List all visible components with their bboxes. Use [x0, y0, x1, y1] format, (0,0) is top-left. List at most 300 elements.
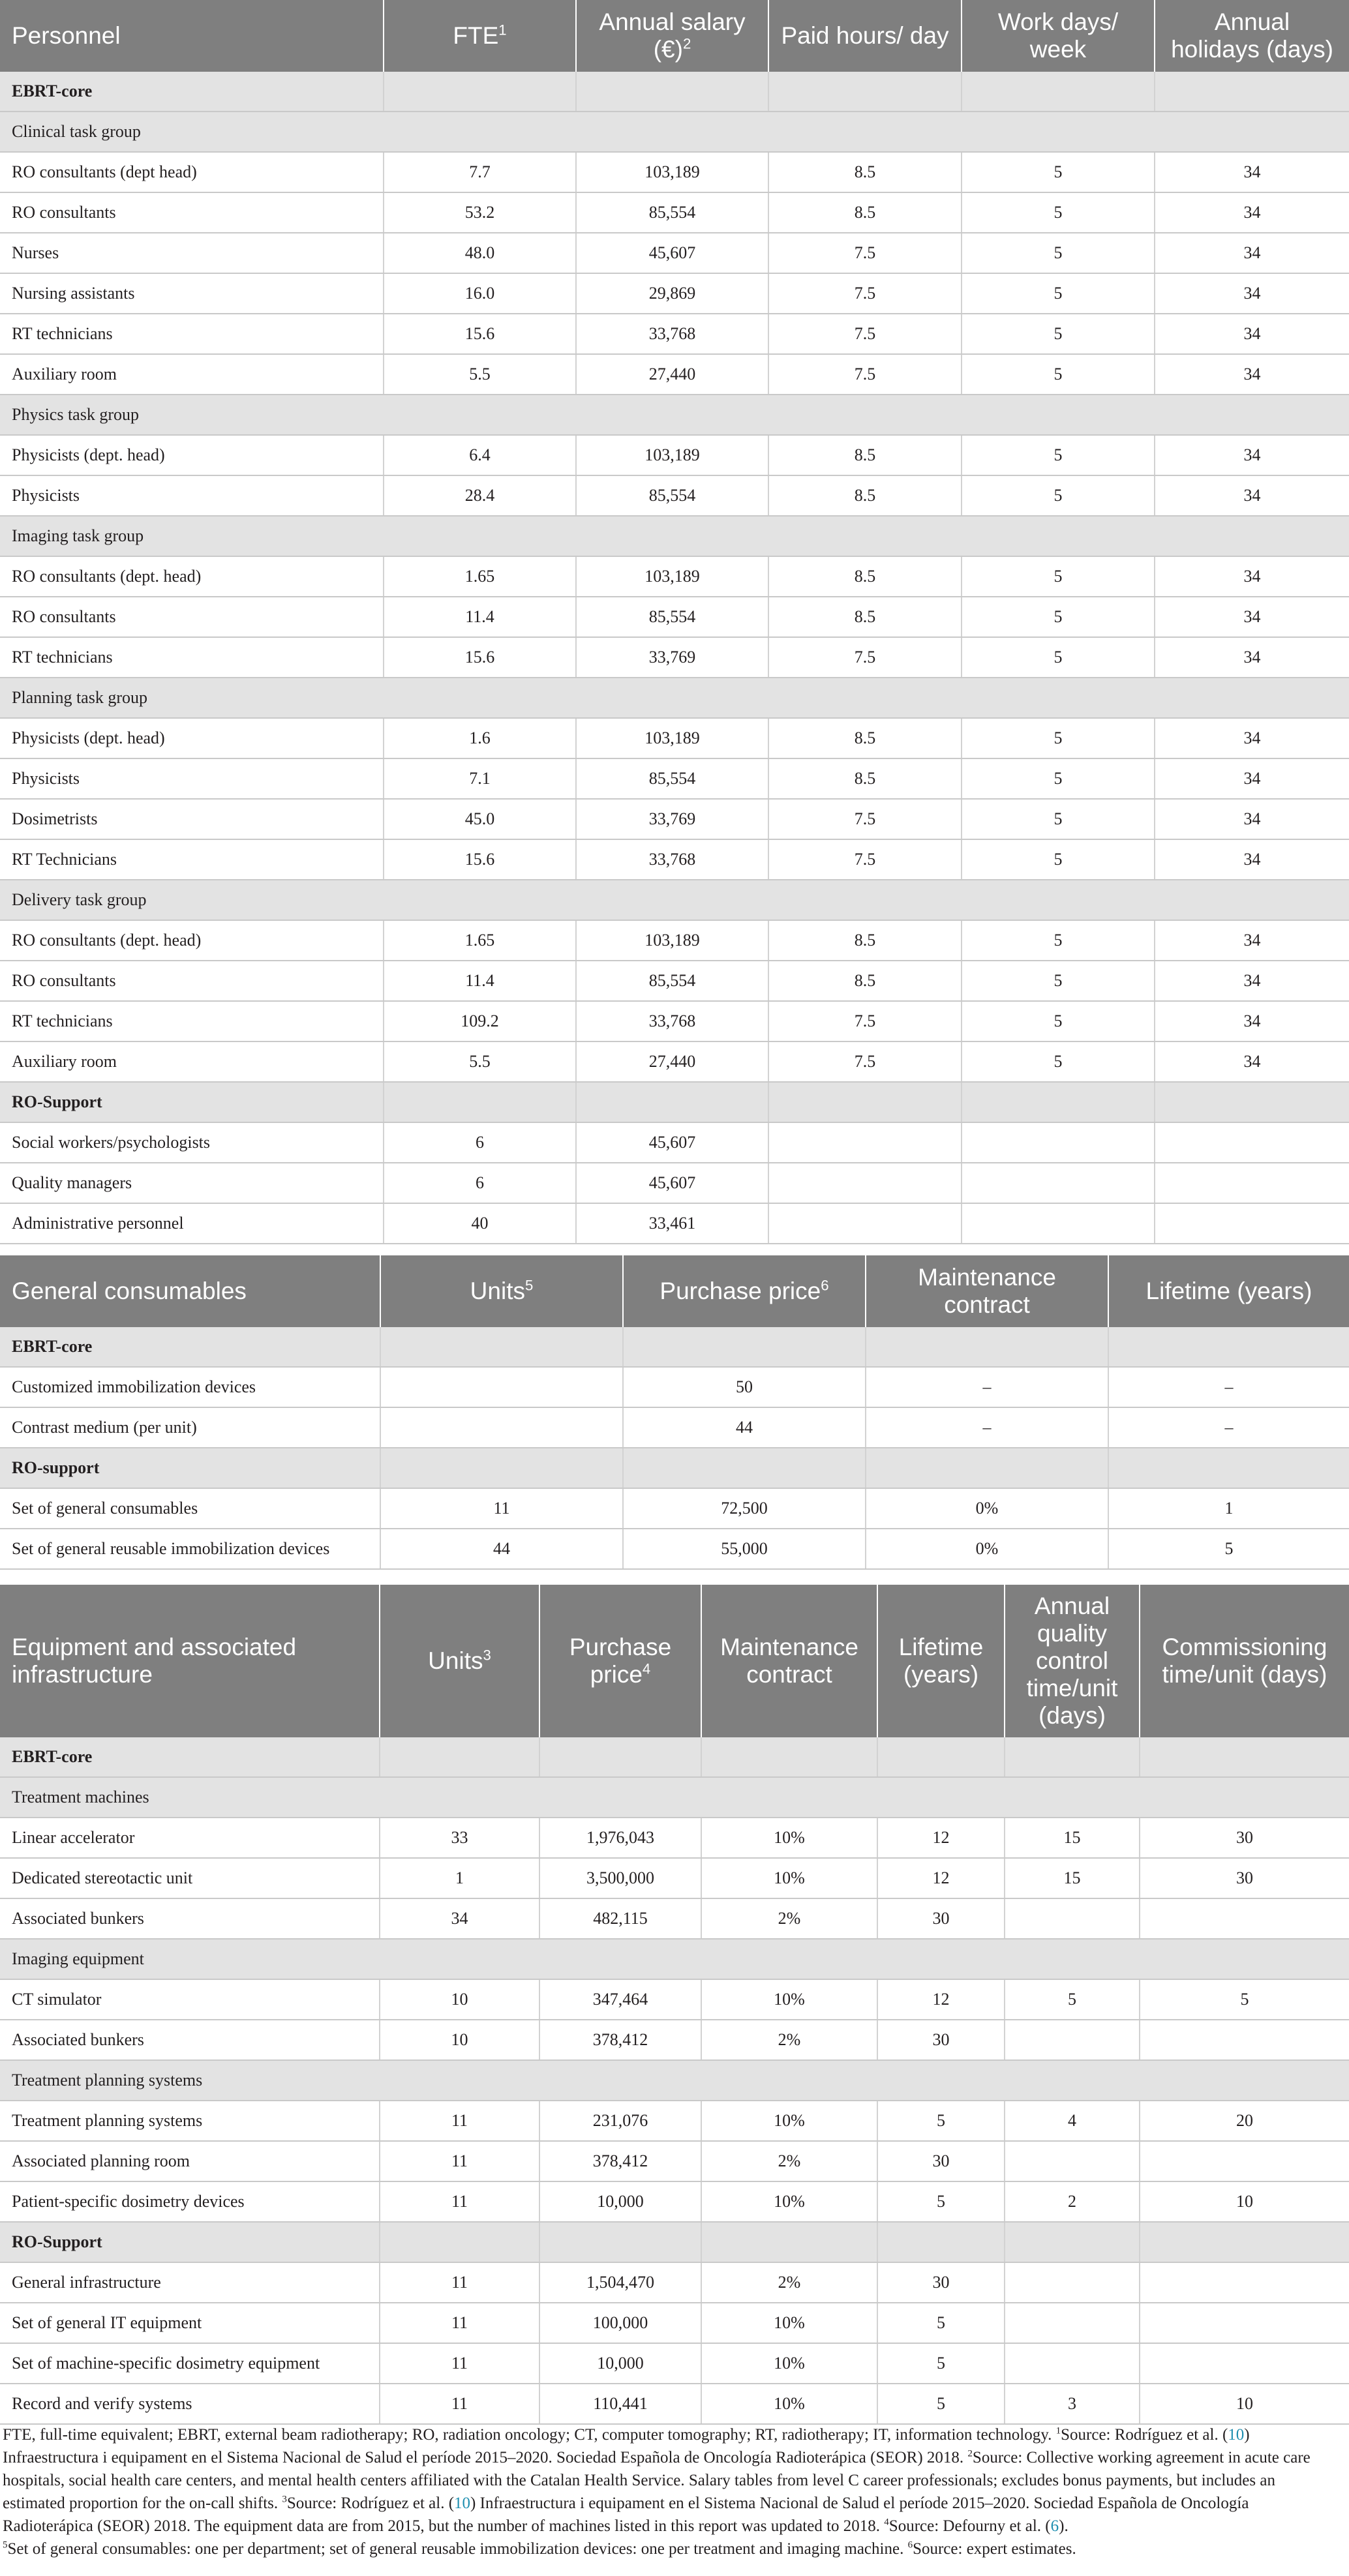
table-cell: 5	[962, 920, 1155, 961]
table-cell: 11	[380, 2101, 539, 2141]
table-footnotes	[0, 2423, 1340, 2560]
empty-cell	[1005, 2222, 1140, 2262]
row-label: Physicists	[0, 475, 384, 516]
table-row	[0, 2262, 1349, 2303]
table-cell: 100,000	[539, 2303, 701, 2343]
group-label: Treatment planning systems	[0, 2060, 1349, 2101]
empty-cell	[623, 1327, 866, 1367]
empty-cell	[384, 72, 576, 112]
section-label: RO-Support	[0, 1082, 384, 1122]
table-cell: 34	[1155, 920, 1349, 961]
table-cell: 10%	[701, 1858, 877, 1898]
header-row	[0, 1585, 1349, 1737]
row-label: Physicists	[0, 758, 384, 799]
row-label: Associated bunkers	[0, 1898, 380, 1939]
table-cell: 85,554	[576, 961, 768, 1001]
empty-cell	[384, 1082, 576, 1122]
table-cell: 110,441	[539, 2384, 701, 2424]
row-label: Nurses	[0, 233, 384, 273]
table-cell: 33,768	[576, 1001, 768, 1041]
table-cell: 5	[962, 961, 1155, 1001]
column-header: General consumables	[0, 1255, 380, 1327]
table-cell: 34	[1155, 233, 1349, 273]
row-label: Dosimetrists	[0, 799, 384, 839]
table-cell: –	[1108, 1367, 1349, 1407]
table-row	[0, 597, 1349, 637]
column-header: Lifetime (years)	[1108, 1255, 1349, 1327]
table-row	[0, 152, 1349, 192]
group-label: Imaging task group	[0, 516, 1349, 556]
group-label: Clinical task group	[0, 112, 1349, 152]
table-cell: 5	[962, 314, 1155, 354]
section-header-row	[0, 1082, 1349, 1122]
empty-cell	[623, 1448, 866, 1488]
row-label: Quality managers	[0, 1163, 384, 1203]
table-cell: 1.65	[384, 556, 576, 597]
table-cell: 53.2	[384, 192, 576, 233]
table-row	[0, 1001, 1349, 1041]
table-cell: 5	[1140, 1979, 1349, 2020]
table-cell	[962, 1163, 1155, 1203]
table-cell: 34	[1155, 556, 1349, 597]
table-cell: 5	[1108, 1529, 1349, 1569]
table-cell: 2%	[701, 1898, 877, 1939]
table-cell: 40	[384, 1203, 576, 1244]
table-cell: 85,554	[576, 192, 768, 233]
row-label: Contrast medium (per unit)	[0, 1407, 380, 1448]
table-cell: 2%	[701, 2020, 877, 2060]
table-cell: 34	[1155, 354, 1349, 395]
table-cell: 8.5	[768, 718, 962, 758]
table-cell	[1155, 1163, 1349, 1203]
group-header-row	[0, 1939, 1349, 1979]
row-label: RO consultants (dept head)	[0, 152, 384, 192]
table-cell: 10	[380, 1979, 539, 2020]
row-label: Set of machine-specific dosimetry equipment	[0, 2343, 380, 2384]
table-cell: 5	[962, 839, 1155, 880]
table-row	[0, 1203, 1349, 1244]
table-row	[0, 354, 1349, 395]
table-row	[0, 1488, 1349, 1529]
empty-cell	[1155, 72, 1349, 112]
table-row	[0, 1041, 1349, 1082]
table-cell: 85,554	[576, 475, 768, 516]
empty-cell	[576, 1082, 768, 1122]
empty-cell	[866, 1327, 1108, 1367]
table-cell	[1005, 2262, 1140, 2303]
column-header: Commissioning time/unit (days)	[1140, 1585, 1349, 1737]
group-header-row	[0, 880, 1349, 920]
section-header-row	[0, 1327, 1349, 1367]
table-cell: 7.5	[768, 1041, 962, 1082]
row-label: RT Technicians	[0, 839, 384, 880]
table-cell	[1155, 1122, 1349, 1163]
row-label: Patient-specific dosimetry devices	[0, 2181, 380, 2222]
group-header-row	[0, 678, 1349, 718]
group-header-row	[0, 516, 1349, 556]
column-header: Purchase price$^6$	[623, 1255, 866, 1327]
table-cell: 10	[1140, 2181, 1349, 2222]
table-row	[0, 192, 1349, 233]
empty-cell	[877, 1737, 1005, 1777]
table-cell: 8.5	[768, 556, 962, 597]
table-cell: 7.1	[384, 758, 576, 799]
table-cell	[380, 1407, 623, 1448]
table-cell: 11	[380, 2141, 539, 2181]
table-cell: 2%	[701, 2141, 877, 2181]
table-cell: 11	[380, 2384, 539, 2424]
table-cell: 11.4	[384, 961, 576, 1001]
table-cell: 85,554	[576, 597, 768, 637]
table-row	[0, 1858, 1349, 1898]
group-header-row	[0, 395, 1349, 435]
table-cell: 85,554	[576, 758, 768, 799]
footnote-line-1: FTE, full-time equivalent; EBRT, external beam radiotherapy; RO, radiation oncology; CT, computer tomography; RT, radiotherapy; IT, information technology. $^1$Source: Rodríguez et al. (10) Infraestructura i equipament en el Sistema Nacional de Salud el període 2015–2020. Sociedad Española de Oncología Radioterápica (SEOR) 2018. $^2$Source: Collective working agreement in acute care hospitals, social health care centers, and mental health centers affiliated with the Catalan Health Service. Salary tables from level C career professionals; excludes bonus payments, but includes an estimated proportion for the on-call shifts. $^3$Source: Rodríguez et al. (10) Infraestructura i equipament en el Sistema Nacional de Salud el període 2015–2020. Sociedad Española de Oncología Radioterápica (SEOR) 2018. The equipment data are from 2015, but the number of machines listed in this report was updated to 2018. $^4$Source: Defourny et al. (6).	[3, 2425, 1311, 2535]
table-cell: 1	[1108, 1488, 1349, 1529]
column-header: Purchase price$^4$	[539, 1585, 701, 1737]
table-cell: 34	[1155, 961, 1349, 1001]
empty-cell	[768, 1082, 962, 1122]
equipment-table-body	[0, 1737, 1349, 2424]
table-cell: 378,412	[539, 2020, 701, 2060]
table-cell: 33	[380, 1818, 539, 1858]
table-cell	[768, 1122, 962, 1163]
table-cell	[1005, 2303, 1140, 2343]
table-row	[0, 2303, 1349, 2343]
table-cell: –	[866, 1367, 1108, 1407]
row-label: Auxiliary room	[0, 1041, 384, 1082]
empty-cell	[380, 1327, 623, 1367]
reference-link[interactable]: 10	[1228, 2426, 1245, 2444]
table-cell: 30	[1140, 1818, 1349, 1858]
row-label: CT simulator	[0, 1979, 380, 2020]
empty-cell	[380, 2222, 539, 2262]
table-cell: 16.0	[384, 273, 576, 314]
table-cell: 5	[962, 637, 1155, 678]
table-cell: 5	[962, 1041, 1155, 1082]
section-label: EBRT-core	[0, 72, 384, 112]
consumables-table	[0, 1255, 1349, 1570]
table-cell	[962, 1122, 1155, 1163]
table-cell: 30	[877, 2141, 1005, 2181]
row-label: Physicists (dept. head)	[0, 718, 384, 758]
table-row	[0, 435, 1349, 475]
table-cell: 3,500,000	[539, 1858, 701, 1898]
table-cell	[1005, 1898, 1140, 1939]
row-label: Set of general consumables	[0, 1488, 380, 1529]
column-header: Maintenance contract	[866, 1255, 1108, 1327]
section-label: RO-support	[0, 1448, 380, 1488]
table-cell: 34	[1155, 192, 1349, 233]
empty-cell	[539, 1737, 701, 1777]
table-cell: 10%	[701, 2384, 877, 2424]
empty-cell	[962, 72, 1155, 112]
table-cell: 33,769	[576, 637, 768, 678]
table-cell: 1,504,470	[539, 2262, 701, 2303]
empty-cell	[701, 2222, 877, 2262]
table-cell: 5	[877, 2101, 1005, 2141]
table-cell: 103,189	[576, 718, 768, 758]
table-cell: 45,607	[576, 1122, 768, 1163]
table-cell: 347,464	[539, 1979, 701, 2020]
section-label: RO-Support	[0, 2222, 380, 2262]
table-cell: 72,500	[623, 1488, 866, 1529]
table-row	[0, 1367, 1349, 1407]
table-cell: 44	[380, 1529, 623, 1569]
table-cell: 34	[1155, 152, 1349, 192]
table-cell: 45,607	[576, 233, 768, 273]
table-cell: 5	[877, 2343, 1005, 2384]
column-header: Lifetime (years)	[877, 1585, 1005, 1737]
table-cell: 12	[877, 1979, 1005, 2020]
personnel-table-header	[0, 0, 1349, 72]
table-cell	[1140, 1898, 1349, 1939]
row-label: Physicists (dept. head)	[0, 435, 384, 475]
group-header-row	[0, 1777, 1349, 1818]
table-cell: 12	[877, 1818, 1005, 1858]
table-cell: 44	[623, 1407, 866, 1448]
table-cell: 5.5	[384, 354, 576, 395]
row-label: Treatment planning systems	[0, 2101, 380, 2141]
table-cell	[1005, 2141, 1140, 2181]
table-cell: 34	[1155, 1001, 1349, 1041]
table-cell: 30	[877, 2262, 1005, 2303]
table-cell: 7.5	[768, 1001, 962, 1041]
column-header: Units$^5$	[380, 1255, 623, 1327]
table-cell: 6	[384, 1122, 576, 1163]
consumables-table-header	[0, 1255, 1349, 1327]
table-cell: 1,976,043	[539, 1818, 701, 1858]
section-header-row	[0, 1737, 1349, 1777]
row-label: RO consultants (dept. head)	[0, 556, 384, 597]
table-cell	[1140, 2020, 1349, 2060]
empty-cell	[866, 1448, 1108, 1488]
table-cell: 378,412	[539, 2141, 701, 2181]
table-cell	[768, 1203, 962, 1244]
table-cell: 7.7	[384, 152, 576, 192]
table-cell: 34	[1155, 475, 1349, 516]
table-row	[0, 1529, 1349, 1569]
section-header-row	[0, 1448, 1349, 1488]
table-cell: 10%	[701, 1818, 877, 1858]
table-cell: 5	[962, 799, 1155, 839]
footnote-line-2: $^5$Set of general consumables: one per department; set of general reusable immobilization devices: one per treatment and imaging machine. $^6$Source: expert estimates.	[3, 2539, 1076, 2558]
table-cell: 103,189	[576, 435, 768, 475]
table-cell: 45,607	[576, 1163, 768, 1203]
table-cell: 11	[380, 1488, 623, 1529]
table-cell: 5	[962, 152, 1155, 192]
row-label: RO consultants	[0, 597, 384, 637]
table-cell: 34	[1155, 597, 1349, 637]
equipment-table	[0, 1585, 1349, 2425]
table-cell: 6	[384, 1163, 576, 1203]
table-cell	[1140, 2343, 1349, 2384]
table-cell: 0%	[866, 1529, 1108, 1569]
table-cell: 7.5	[768, 314, 962, 354]
empty-cell	[1108, 1448, 1349, 1488]
table-row	[0, 2384, 1349, 2424]
table-cell: 8.5	[768, 475, 962, 516]
table-cell: 10	[1140, 2384, 1349, 2424]
table-cell	[380, 1367, 623, 1407]
empty-cell	[1108, 1327, 1349, 1367]
table-row	[0, 2020, 1349, 2060]
empty-cell	[701, 1737, 877, 1777]
empty-cell	[380, 1737, 539, 1777]
table-cell: 482,115	[539, 1898, 701, 1939]
empty-cell	[576, 72, 768, 112]
reference-link[interactable]: 6	[1050, 2517, 1059, 2535]
table-cell: 15	[1005, 1818, 1140, 1858]
table-cell: 15.6	[384, 314, 576, 354]
table-cell: 11	[380, 2181, 539, 2222]
table-cell: 5	[962, 758, 1155, 799]
personnel-table-body	[0, 72, 1349, 1244]
table-cell	[1140, 2262, 1349, 2303]
table-cell: 7.5	[768, 799, 962, 839]
column-header: Annual salary (€)$^2$	[576, 0, 768, 72]
table-cell: 5	[962, 556, 1155, 597]
table-cell: 7.5	[768, 273, 962, 314]
table-cell: 10,000	[539, 2343, 701, 2384]
group-label: Planning task group	[0, 678, 1349, 718]
table-row	[0, 475, 1349, 516]
group-header-row	[0, 112, 1349, 152]
row-label: Record and verify systems	[0, 2384, 380, 2424]
table-cell: 12	[877, 1858, 1005, 1898]
table-cell: 7.5	[768, 839, 962, 880]
table-cell: 33,769	[576, 799, 768, 839]
table-cell: 29,869	[576, 273, 768, 314]
row-label: Customized immobilization devices	[0, 1367, 380, 1407]
table-row	[0, 758, 1349, 799]
empty-cell	[1140, 2222, 1349, 2262]
row-label: RT technicians	[0, 314, 384, 354]
header-row	[0, 1255, 1349, 1327]
group-label: Delivery task group	[0, 880, 1349, 920]
table-row	[0, 2141, 1349, 2181]
table-cell: 48.0	[384, 233, 576, 273]
table-cell: 103,189	[576, 152, 768, 192]
table-row	[0, 2101, 1349, 2141]
table-row	[0, 718, 1349, 758]
table-cell: 10%	[701, 2303, 877, 2343]
table-cell: 34	[1155, 637, 1349, 678]
table-cell	[1155, 1203, 1349, 1244]
column-header: Units$^3$	[380, 1585, 539, 1737]
table-cell: 1.65	[384, 920, 576, 961]
table-cell: 34	[1155, 435, 1349, 475]
table-cell: 3	[1005, 2384, 1140, 2424]
table-cell: 7.5	[768, 637, 962, 678]
row-label: Administrative personnel	[0, 1203, 384, 1244]
section-header-row	[0, 72, 1349, 112]
empty-cell	[1140, 1737, 1349, 1777]
column-header: Maintenance contract	[701, 1585, 877, 1737]
group-label: Physics task group	[0, 395, 1349, 435]
empty-cell	[1005, 1737, 1140, 1777]
row-label: Set of general IT equipment	[0, 2303, 380, 2343]
table-cell: 109.2	[384, 1001, 576, 1041]
table-cell: 10,000	[539, 2181, 701, 2222]
row-label: Linear accelerator	[0, 1818, 380, 1858]
table-cell: 1	[380, 1858, 539, 1898]
row-label: Auxiliary room	[0, 354, 384, 395]
section-label: EBRT-core	[0, 1327, 380, 1367]
table-cell	[962, 1203, 1155, 1244]
table-row	[0, 2343, 1349, 2384]
table-cell: 27,440	[576, 354, 768, 395]
column-header: Work days/ week	[962, 0, 1155, 72]
row-label: Associated planning room	[0, 2141, 380, 2181]
table-cell: 15.6	[384, 839, 576, 880]
table-cell: 8.5	[768, 961, 962, 1001]
group-header-row	[0, 2060, 1349, 2101]
row-label: RO consultants	[0, 961, 384, 1001]
table-cell: 8.5	[768, 758, 962, 799]
reference-link[interactable]: 10	[454, 2494, 471, 2512]
table-cell: 103,189	[576, 920, 768, 961]
table-cell: 34	[1155, 718, 1349, 758]
table-cell: 34	[1155, 1041, 1349, 1082]
table-cell: –	[1108, 1407, 1349, 1448]
row-label: RO consultants (dept. head)	[0, 920, 384, 961]
group-label: Treatment machines	[0, 1777, 1349, 1818]
table-cell: 55,000	[623, 1529, 866, 1569]
column-header: Equipment and associated infrastructure	[0, 1585, 380, 1737]
table-row	[0, 1407, 1349, 1448]
personnel-table	[0, 0, 1349, 1244]
table-cell: 28.4	[384, 475, 576, 516]
group-label: Imaging equipment	[0, 1939, 1349, 1979]
table-cell: 2	[1005, 2181, 1140, 2222]
table-cell: 11	[380, 2343, 539, 2384]
table-row	[0, 1163, 1349, 1203]
row-label: Set of general reusable immobilization devices	[0, 1529, 380, 1569]
empty-cell	[962, 1082, 1155, 1122]
consumables-table-body	[0, 1327, 1349, 1569]
table-cell: 20	[1140, 2101, 1349, 2141]
table-cell: 5	[877, 2181, 1005, 2222]
table-cell: 7.5	[768, 233, 962, 273]
column-header: Paid hours/ day	[768, 0, 962, 72]
table-cell: 30	[877, 1898, 1005, 1939]
table-row	[0, 1979, 1349, 2020]
table-cell: 30	[1140, 1858, 1349, 1898]
table-cell: 231,076	[539, 2101, 701, 2141]
column-header: Personnel	[0, 0, 384, 72]
empty-cell	[539, 2222, 701, 2262]
table-cell: 10%	[701, 1979, 877, 2020]
table-cell: –	[866, 1407, 1108, 1448]
row-label: RT technicians	[0, 1001, 384, 1041]
table-cell: 10%	[701, 2181, 877, 2222]
table-cell: 8.5	[768, 920, 962, 961]
table-cell: 34	[1155, 839, 1349, 880]
row-label: RT technicians	[0, 637, 384, 678]
table-cell: 11.4	[384, 597, 576, 637]
table-cell: 11	[380, 2262, 539, 2303]
table-row	[0, 839, 1349, 880]
table-cell: 8.5	[768, 192, 962, 233]
table-cell: 4	[1005, 2101, 1140, 2141]
table-cell: 45.0	[384, 799, 576, 839]
table-row	[0, 2181, 1349, 2222]
table-cell: 11	[380, 2303, 539, 2343]
table-cell: 5	[962, 233, 1155, 273]
table-cell: 5	[962, 435, 1155, 475]
empty-cell	[380, 1448, 623, 1488]
